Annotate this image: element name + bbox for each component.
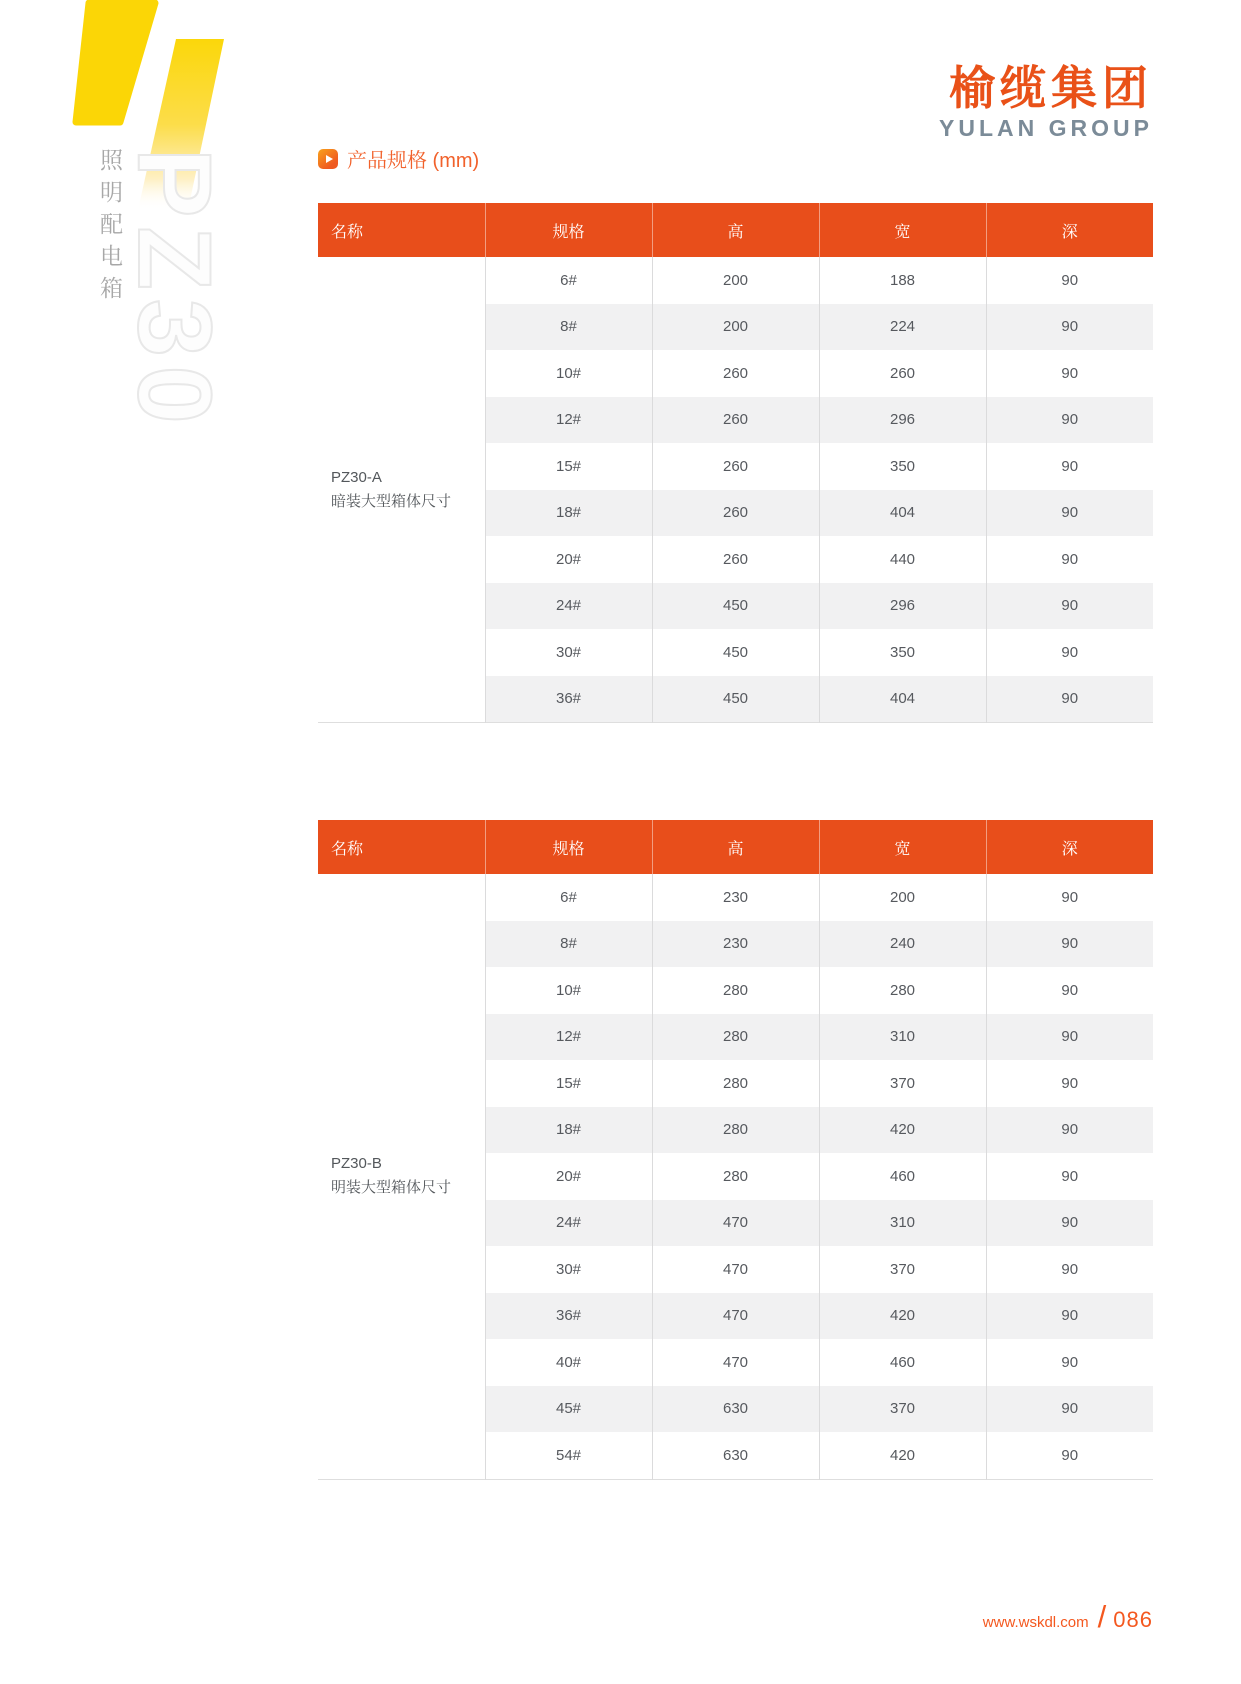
column-header: 深 — [986, 820, 1153, 874]
spec-cell: 350 — [819, 629, 986, 676]
column-header: 规格 — [485, 203, 652, 257]
spec-table-pz30b — [318, 820, 1153, 1480]
product-name-cell — [318, 257, 485, 723]
product-name-line: PZ30-A — [331, 468, 382, 486]
spec-cell: 12# — [485, 1014, 652, 1061]
product-name-cell — [318, 874, 485, 1479]
spec-cell: 230 — [652, 874, 819, 921]
product-name-line: 明装大型箱体尺寸 — [331, 1179, 452, 1197]
spec-cell: 6# — [485, 874, 652, 921]
product-name-line: 暗装大型箱体尺寸 — [331, 492, 452, 510]
spec-table-pz30a — [318, 203, 1153, 723]
spec-cell: 45# — [485, 1386, 652, 1433]
spec-cell: 15# — [485, 443, 652, 490]
column-header: 宽 — [819, 203, 986, 257]
logo-chinese: 榆缆集团 — [949, 62, 1153, 114]
column-header: 规格 — [485, 820, 652, 874]
spec-cell: 90 — [986, 1293, 1153, 1340]
column-header: 高 — [652, 203, 819, 257]
spec-cell: 90 — [986, 1200, 1153, 1247]
spec-cell: 200 — [652, 257, 819, 304]
spec-cell: 90 — [986, 257, 1153, 304]
logo-english: YULAN GROUP — [939, 115, 1153, 142]
spec-cell: 370 — [819, 1386, 986, 1433]
spec-cell: 280 — [652, 1014, 819, 1061]
spec-cell: 40# — [485, 1339, 652, 1386]
spec-cell: 440 — [819, 536, 986, 583]
spec-cell: 280 — [652, 1153, 819, 1200]
column-header: 高 — [652, 820, 819, 874]
spec-cell: 200 — [652, 304, 819, 351]
spec-cell: 90 — [986, 536, 1153, 583]
spec-cell: 8# — [485, 921, 652, 968]
spec-cell: 260 — [652, 443, 819, 490]
play-icon — [318, 149, 338, 169]
spec-cell: 18# — [485, 490, 652, 537]
spec-cell: 90 — [986, 583, 1153, 630]
spec-cell: 296 — [819, 397, 986, 444]
spec-cell: 6# — [485, 257, 652, 304]
spec-cell: 450 — [652, 676, 819, 723]
spec-cell: 90 — [986, 1339, 1153, 1386]
spec-cell: 260 — [819, 350, 986, 397]
spec-cell: 90 — [986, 676, 1153, 723]
spec-cell: 90 — [986, 397, 1153, 444]
spec-cell: 18# — [485, 1107, 652, 1154]
spec-cell: 90 — [986, 490, 1153, 537]
spec-cell: 470 — [652, 1246, 819, 1293]
slash-separator: / — [1097, 1599, 1107, 1634]
spec-cell: 20# — [485, 536, 652, 583]
spec-cell: 54# — [485, 1432, 652, 1479]
page-number: 086 — [1113, 1607, 1153, 1632]
table-row — [318, 257, 1153, 304]
table-row — [318, 874, 1153, 921]
spec-cell: 450 — [652, 583, 819, 630]
spec-cell: 90 — [986, 874, 1153, 921]
spec-cell: 90 — [986, 1060, 1153, 1107]
spec-cell: 460 — [819, 1153, 986, 1200]
spec-cell: 470 — [652, 1339, 819, 1386]
spec-cell: 90 — [986, 921, 1153, 968]
spec-cell: 630 — [652, 1386, 819, 1433]
spec-cell: 8# — [485, 304, 652, 351]
spec-cell: 470 — [652, 1200, 819, 1247]
spec-cell: 450 — [652, 629, 819, 676]
spec-cell: 370 — [819, 1246, 986, 1293]
spec-cell: 90 — [986, 967, 1153, 1014]
spec-cell: 24# — [485, 583, 652, 630]
spec-cell: 260 — [652, 397, 819, 444]
spec-cell: 15# — [485, 1060, 652, 1107]
spec-cell: 310 — [819, 1014, 986, 1061]
column-header: 宽 — [819, 820, 986, 874]
spec-cell: 310 — [819, 1200, 986, 1247]
spec-cell: 280 — [652, 967, 819, 1014]
spec-cell: 260 — [652, 536, 819, 583]
spec-cell: 404 — [819, 676, 986, 723]
website-url: www.wskdl.com — [982, 1614, 1089, 1631]
spec-cell: 90 — [986, 629, 1153, 676]
spec-cell: 280 — [652, 1107, 819, 1154]
spec-cell: 24# — [485, 1200, 652, 1247]
spec-cell: 280 — [819, 967, 986, 1014]
spec-cell: 470 — [652, 1293, 819, 1340]
table-header-row — [318, 203, 1153, 257]
series-watermark: PZ30 — [116, 148, 232, 433]
column-header: 深 — [986, 203, 1153, 257]
spec-cell: 10# — [485, 350, 652, 397]
spec-cell: 260 — [652, 490, 819, 537]
spec-cell: 630 — [652, 1432, 819, 1479]
spec-cell: 420 — [819, 1293, 986, 1340]
table-header-row — [318, 820, 1153, 874]
spec-cell: 370 — [819, 1060, 986, 1107]
spec-cell: 260 — [652, 350, 819, 397]
spec-cell: 90 — [986, 1432, 1153, 1479]
spec-cell: 90 — [986, 1107, 1153, 1154]
column-header: 名称 — [318, 203, 485, 257]
spec-cell: 460 — [819, 1339, 986, 1386]
spec-cell: 404 — [819, 490, 986, 537]
spec-cell: 90 — [986, 1014, 1153, 1061]
spec-cell: 188 — [819, 257, 986, 304]
section-title: 产品规格 (mm) — [347, 150, 480, 172]
spec-cell: 12# — [485, 397, 652, 444]
spec-cell: 224 — [819, 304, 986, 351]
spec-cell: 90 — [986, 1386, 1153, 1433]
spec-cell: 90 — [986, 350, 1153, 397]
spec-cell: 90 — [986, 1246, 1153, 1293]
spec-cell: 90 — [986, 304, 1153, 351]
spec-cell: 280 — [652, 1060, 819, 1107]
spec-cell: 296 — [819, 583, 986, 630]
spec-cell: 240 — [819, 921, 986, 968]
spec-cell: 90 — [986, 443, 1153, 490]
company-logo — [939, 64, 1153, 142]
spec-cell: 90 — [986, 1153, 1153, 1200]
spec-cell: 200 — [819, 874, 986, 921]
spec-cell: 420 — [819, 1107, 986, 1154]
sidebar-category-label: 照明配电箱 — [97, 148, 123, 308]
spec-cell: 230 — [652, 921, 819, 968]
spec-cell: 30# — [485, 1246, 652, 1293]
spec-cell: 20# — [485, 1153, 652, 1200]
spec-cell: 36# — [485, 1293, 652, 1340]
page-footer — [982, 1599, 1153, 1634]
product-name-line: PZ30-B — [331, 1155, 382, 1173]
section-title-row — [318, 144, 479, 173]
spec-cell: 30# — [485, 629, 652, 676]
column-header: 名称 — [318, 820, 485, 874]
spec-cell: 10# — [485, 967, 652, 1014]
spec-cell: 36# — [485, 676, 652, 723]
spec-cell: 420 — [819, 1432, 986, 1479]
spec-cell: 350 — [819, 443, 986, 490]
